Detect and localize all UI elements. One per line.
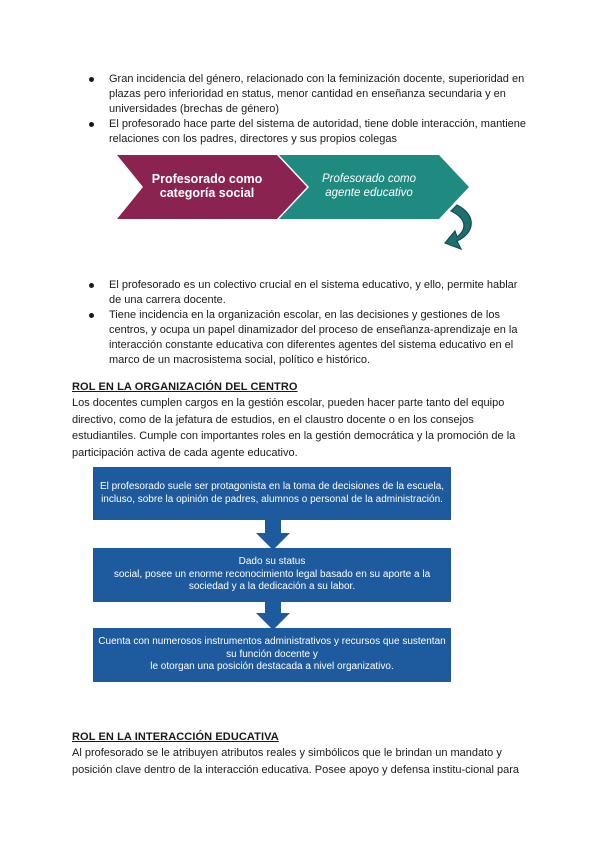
section-body-interaccion: Al profesorado se le atribuyen atributos reales y simbólicos que le brindan un mandato y posición clave dentro de la interacción educativa. Posee apoyo y defensa institu-cional para	[72, 747, 519, 776]
section-heading-organizacion: ROL EN LA ORGANIZACIÓN DEL CENTRO	[72, 381, 298, 393]
flow-box-decisiones	[93, 467, 451, 520]
down-arrow-icon	[256, 600, 290, 630]
bullet-list-middle	[80, 278, 530, 368]
flow-box-text: Cuenta con numerosos instrumentos administrativos y recursos que sustentan su función docente y le otorgan una posición destacada a nivel organizativo.	[98, 636, 446, 673]
section-heading-interaccion: ROL EN LA INTERACCIÓN EDUCATIVA	[72, 731, 279, 743]
curved-arrow-icon	[445, 205, 471, 249]
flow-box-text: Dado su status social, posee un enorme reconocimiento legal basado en su aporte a la sociedad y a la dedicación a su labor.	[113, 556, 431, 593]
list-item: Tiene incidencia en la organización escolar, en las decisiones y gestiones de los centros, y ocupa un papel dinamizador del proceso de enseñanza-aprendizaje en la interacción constante educativa con diferentes agentes del sistema educativo en el marco de un macrosistema social, político e histórico.	[80, 308, 530, 368]
down-arrow-icon	[256, 520, 290, 550]
flow-box-instrumentos	[93, 628, 451, 682]
list-item: Gran incidencia del género, relacionado con la feminización docente, superioridad en plazas pero inferioridad en status, menor cantidad en enseñanza secundaria y en universidades (brechas de género)	[80, 72, 530, 117]
chevron-label-first: Profesorado como categoría social	[151, 172, 263, 200]
section-body-organizacion: Los docentes cumplen cargos en la gestión escolar, pueden hacer parte tanto del equipo directivo, como de la jefatura de estudios, en el claustro docente o en los consejos estudiantiles. Cumple con importantes roles en la gestión democrática y la promoción de la participación activa de cada agente educativo.	[72, 397, 516, 459]
chevron-label-second: Profesorado como agente educativo	[322, 173, 416, 199]
chevron-diagram	[117, 153, 482, 253]
list-item: El profesorado es un colectivo crucial en el sistema educativo, y ello, permite hablar de una carrera docente.	[80, 278, 530, 308]
flow-diagram	[93, 467, 451, 682]
bullet-list-top	[80, 72, 530, 147]
flow-box-text: El profesorado suele ser protagonista en la toma de decisiones de la escuela, incluso, sobre la opinión de padres, alumnos o personal de la administración.	[99, 481, 445, 505]
flow-box-status	[93, 548, 451, 602]
list-item: El profesorado hace parte del sistema de autoridad, tiene doble interacción, mantiene relaciones con los padres, directores y sus propios colegas	[80, 117, 530, 147]
